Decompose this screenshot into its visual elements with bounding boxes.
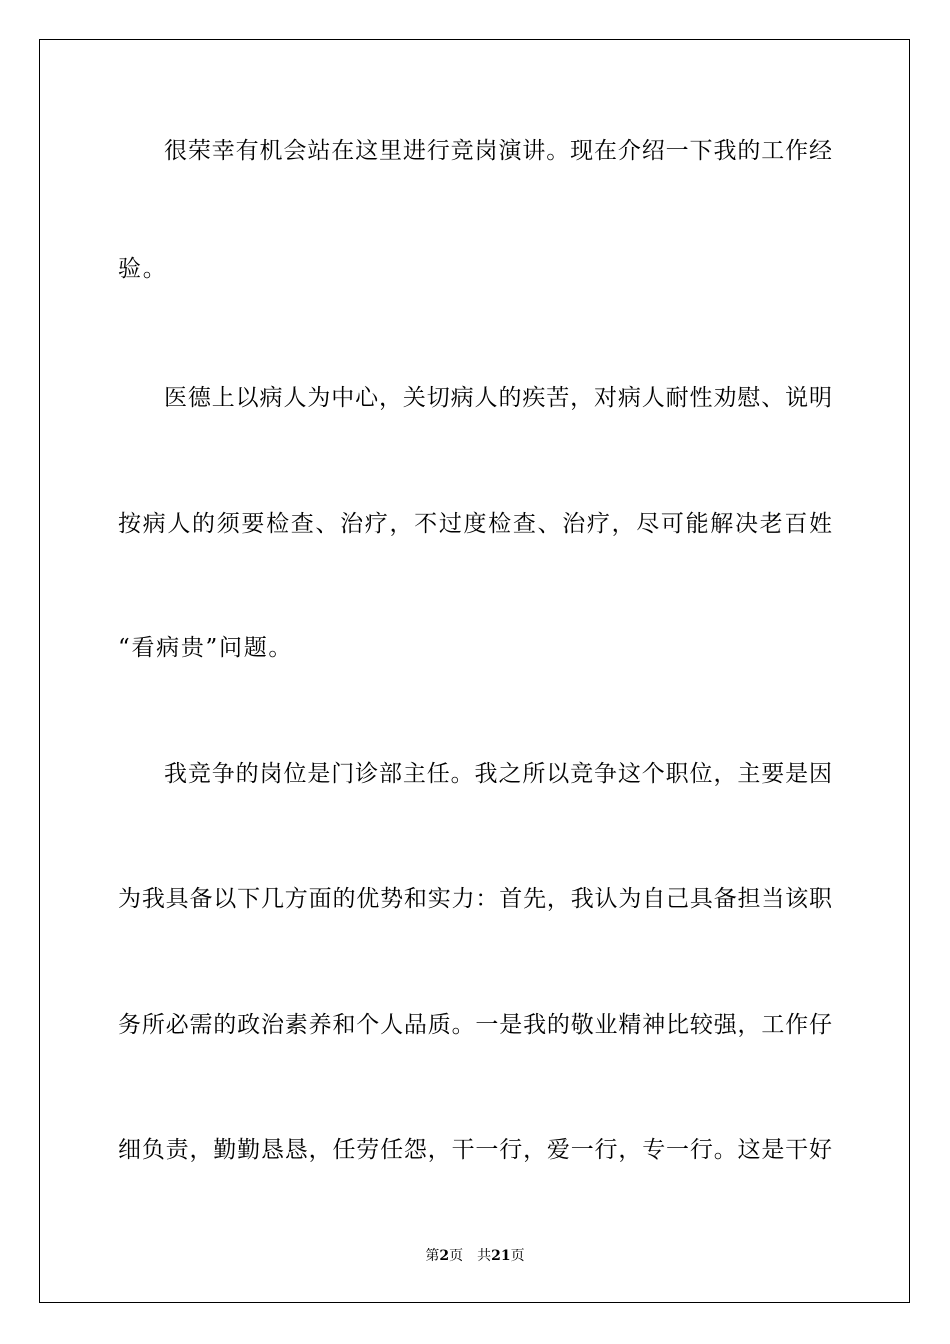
footer-total-prefix: 共 [477, 1248, 492, 1264]
text-line: 为我具备以下几方面的优势和实力：首先，我认为自己具备担当该职 [118, 886, 832, 912]
text-line: “看病贵”问题。 [118, 635, 294, 661]
text-line: 很荣幸有机会站在这里进行竞岗演讲。现在介绍一下我的工作经 [164, 138, 832, 164]
footer-total-pages: 21 [491, 1248, 511, 1264]
footer-page-number: 2 [439, 1248, 450, 1264]
text-line: 我竞争的岗位是门诊部主任。我之所以竞争这个职位，主要是因 [164, 761, 832, 787]
footer-page-suffix: 页 [449, 1248, 464, 1264]
text-line: 按病人的须要检查、治疗，不过度检查、治疗，尽可能解决老百姓 [118, 511, 832, 537]
text-line: 医德上以病人为中心，关切病人的疾苦，对病人耐性劝慰、说明 [164, 385, 832, 411]
footer-total-suffix: 页 [510, 1248, 525, 1264]
text-line: 务所必需的政治素养和个人品质。一是我的敬业精神比较强，工作仔 [118, 1012, 832, 1038]
footer-page-prefix: 第 [425, 1248, 440, 1264]
text-line: 验。 [118, 256, 168, 282]
text-line: 细负责，勤勤恳恳，任劳任怨，干一行，爱一行，专一行。这是干好 [118, 1137, 832, 1163]
page-footer [0, 1247, 950, 1265]
page-frame [39, 39, 910, 1303]
